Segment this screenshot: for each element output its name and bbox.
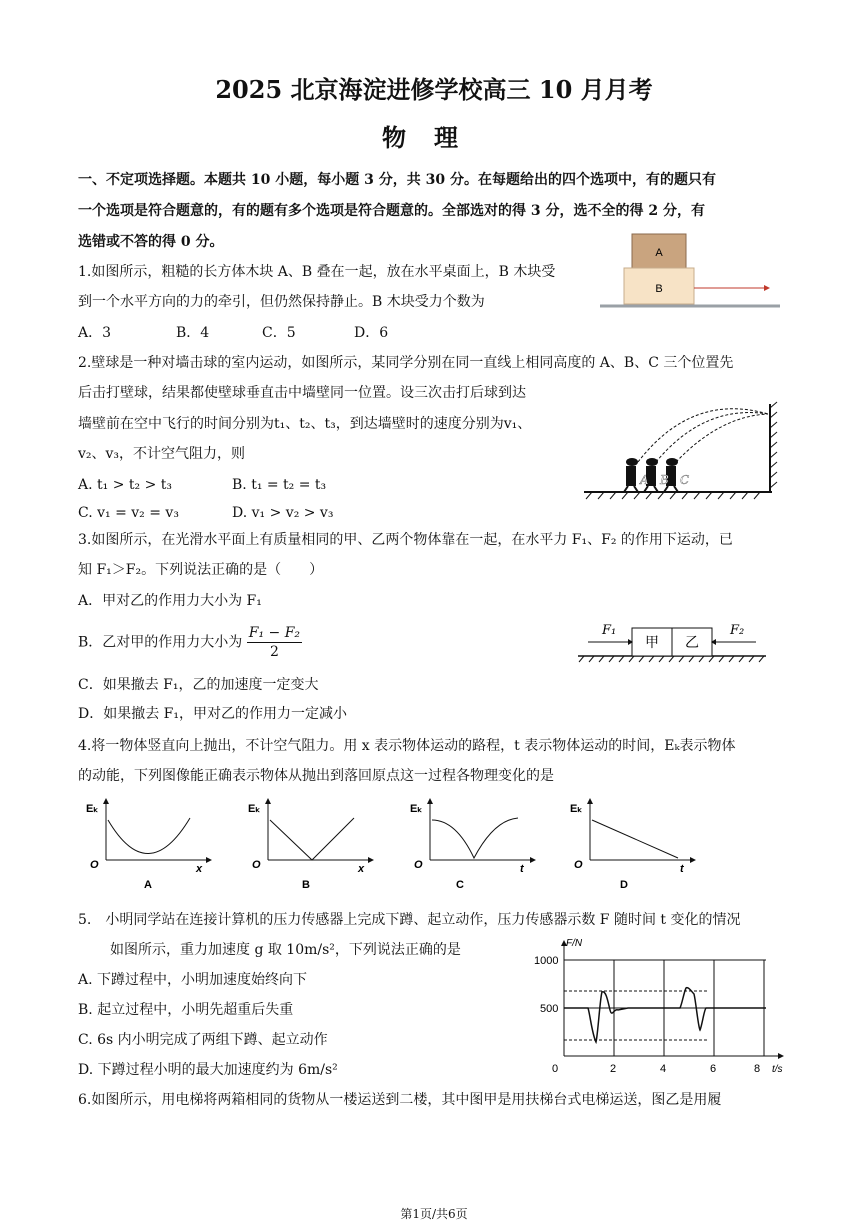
section-instructions-line3: 选错或不答的得 0 分。 (78, 234, 224, 250)
q4-graph-a (84, 796, 214, 892)
q1-text-line2: 到一个水平方向的力的牵引，但仍然保持静止。B 木块受力个数为 (78, 294, 485, 310)
curve (592, 820, 678, 858)
xtick-4: 4 (660, 1063, 667, 1075)
origin-label: O (90, 859, 99, 871)
page-title: 2025 北京海淀进修学校高三 10 月月考 (215, 75, 653, 104)
q2-text-line3: 墙壁前在空中飞行的时间分别为t₁、t₂、t₃，到达墙壁时的速度分别为v₁、 (78, 416, 532, 432)
q1-option-d: D．6 (354, 325, 389, 341)
players (624, 458, 678, 492)
reference-dashed-lines (564, 991, 708, 1040)
xtick-0: 0 (552, 1063, 559, 1075)
q5-option-c: C. 6s 内小明完成了两组下蹲、起立动作 (78, 1032, 328, 1048)
origin-label: O (574, 859, 583, 871)
ylabel: F/N (566, 938, 583, 949)
xlabel: x (358, 863, 365, 875)
q2-option-d: D. v₁ > v₂ > v₃ (232, 505, 334, 521)
section-instructions-line1: 一、不定项选择题。本题共 10 小题，每小题 3 分，共 30 分。在每题给出的四个选项中，有的题只有 (78, 172, 716, 188)
graph-label: A (144, 879, 152, 891)
block-b-label: B (655, 283, 663, 295)
q1-option-b: B．4 (176, 325, 210, 341)
q3-blocks-figure (576, 616, 768, 664)
ylabel: Eₖ (86, 803, 99, 815)
q3-option-d: D．如果撤去 F₁，甲对乙的作用力一定减小 (78, 706, 347, 722)
q2-text-line2: 后击打壁球，结果都使壁球垂直击中墙壁同一位置。设三次击打后球到达 (78, 385, 526, 401)
xlabel: t (680, 863, 684, 875)
xlabel: t (520, 863, 524, 875)
q1-option-c: C．5 (262, 325, 296, 341)
q5-option-a: A. 下蹲过程中，小明加速度始终向下 (78, 972, 308, 988)
ball-trajectories (638, 409, 768, 462)
q1-text-line1: 1.如图所示，粗糙的长方体木块 A、B 叠在一起，放在水平桌面上，B 木块受 (78, 264, 556, 280)
q3-option-b-text: B．乙对甲的作用力大小为 (78, 634, 243, 651)
curve (432, 818, 518, 858)
subject-title: 物理 (382, 123, 486, 152)
q6-text-line1: 6.如图所示，用电梯将两箱相同的货物从一楼运送到二楼，其中图甲是用扶梯台式电梯运送，图乙是用履 (78, 1092, 722, 1108)
graph-label: C (456, 879, 464, 891)
q5-option-d: D. 下蹲过程小明的最大加速度约为 6m/s² (78, 1062, 338, 1078)
q5-option-b: B. 起立过程中，小明先超重后失重 (78, 1002, 294, 1018)
q2-option-a: A. t₁ > t₂ > t₃ (78, 477, 172, 493)
q4-graph-c (408, 796, 538, 892)
force-arrowhead (764, 285, 770, 291)
position-c-label: C (680, 473, 690, 487)
block-yi-label: 乙 (685, 635, 699, 651)
block-jia-label: 甲 (645, 635, 659, 651)
q1-option-a: A．3 (78, 325, 112, 341)
xtick-2: 2 (610, 1063, 617, 1075)
q2-squash-figure (582, 398, 788, 502)
f2-label: F₂ (730, 623, 745, 638)
f1-label: F₁ (602, 623, 617, 638)
q5-text-line2: 如图所示，重力加速度 g 取 10m/s²，下列说法正确的是 (110, 942, 461, 958)
q3-text-line1: 3.如图所示，在光滑水平面上有质量相同的甲、乙两个物体靠在一起，在水平力 F₁、F₂ 的作用下运动，已 (78, 532, 733, 548)
q4-text-line1: 4.将一物体竖直向上抛出，不计空气阻力。用 x 表示物体运动的路程，t 表示物体运动的时间，Eₖ表示物体 (78, 738, 736, 754)
q2-option-b: B. t₁ = t₂ = t₃ (232, 477, 327, 493)
q3-text-line2: 知 F₁＞F₂。下列说法正确的是（ ） (78, 562, 324, 578)
curve (270, 818, 354, 860)
origin-label: O (414, 859, 423, 871)
xlabel: x (196, 863, 203, 875)
xtick-6: 6 (710, 1063, 717, 1075)
ylabel: Eₖ (410, 803, 423, 815)
q4-graph-b (246, 796, 376, 892)
q3-option-b-fraction (247, 624, 302, 661)
q2-text-line4: v₂、v₃，不计空气阻力，则 (78, 446, 246, 462)
ytick-1000: 1000 (534, 955, 559, 967)
force-curve (564, 988, 766, 1042)
q4-text-line2: 的动能，下列图像能正确表示物体从抛出到落回原点这一过程各物理变化的是 (78, 768, 554, 784)
position-b-label: B (660, 473, 669, 487)
graph-label: B (302, 879, 310, 891)
curve (108, 818, 190, 854)
q5-text-line1: 5. 小明同学站在连接计算机的压力传感器上完成下蹲、起立动作，压力传感器示数 F 随时间 t 变化的情况 (78, 912, 741, 928)
ylabel: Eₖ (570, 803, 583, 815)
xlabel: t/s (772, 1064, 783, 1075)
q4-graph-d (568, 796, 698, 892)
position-a-label: A (640, 473, 649, 487)
fraction-denominator: 2 (269, 644, 279, 660)
xtick-8: 8 (754, 1063, 761, 1075)
fraction-numerator: F₁ − F₂ (248, 625, 301, 641)
section-instructions-line2: 一个选项是符合题意的，有的题有多个选项是符合题意的。全部选对的得 3 分，选不全的得 2 分，有 (78, 203, 705, 219)
ylabel: Eₖ (248, 803, 261, 815)
ytick-500: 500 (540, 1003, 559, 1015)
q2-text-line1: 2.壁球是一种对墙击球的室内运动，如图所示，某同学分别在同一直线上相同高度的 A、B、C 三个位置先 (78, 355, 734, 371)
graph-label: D (620, 879, 628, 891)
q5-force-graph (528, 938, 790, 1080)
q3-option-a: A．甲对乙的作用力大小为 F₁ (78, 593, 262, 609)
q1-block-figure (596, 232, 786, 314)
q3-option-b (78, 624, 302, 661)
q3-option-c: C．如果撤去 F₁，乙的加速度一定变大 (78, 677, 319, 693)
origin-label: O (252, 859, 261, 871)
page-footer: 第1页/共6页 (400, 1207, 468, 1221)
block-a-label: A (655, 247, 663, 259)
q2-option-c: C. v₁ = v₂ = v₃ (78, 505, 179, 521)
